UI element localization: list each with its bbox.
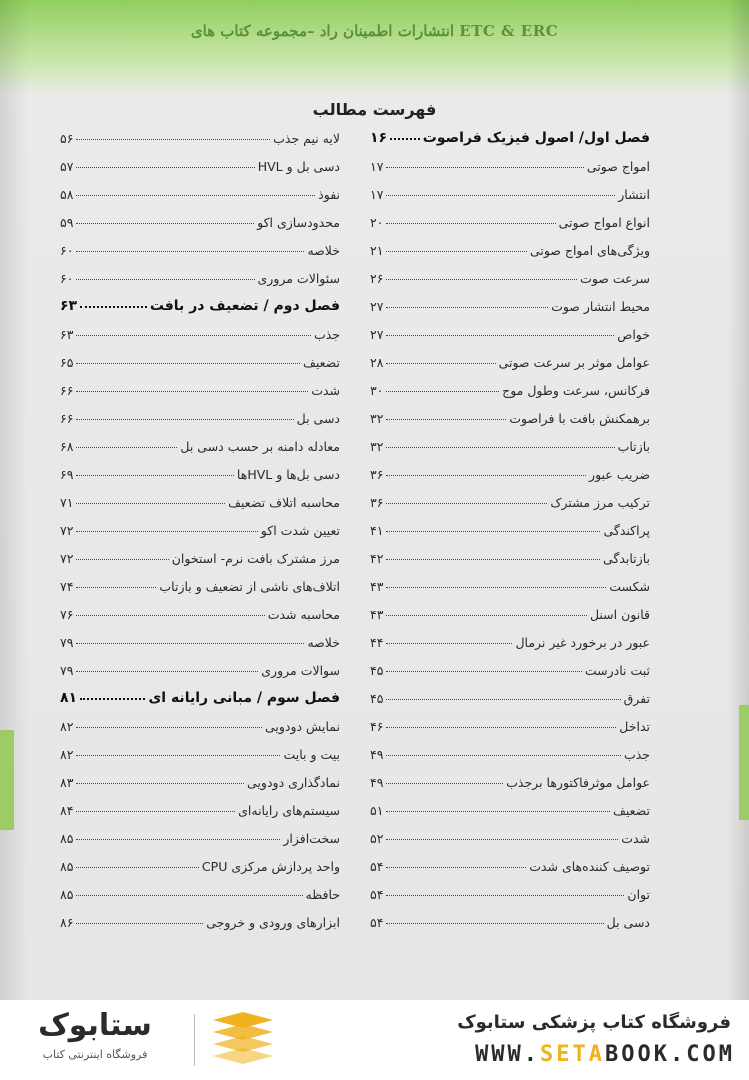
toc-entry — [370, 790, 650, 818]
dot-leader — [386, 587, 606, 588]
dot-leader — [386, 419, 506, 420]
dot-leader — [386, 447, 614, 448]
toc-entry-title: محاسبه اتلاف تضعیف — [228, 495, 340, 510]
toc-entry-page: ۲۱ — [370, 243, 384, 258]
toc-entry — [60, 314, 340, 342]
toc-entry-title: تضعیف — [612, 803, 650, 818]
toc-entry-page: ۶۵ — [60, 355, 74, 370]
toc-entry-page: ۴۱ — [370, 523, 384, 538]
toc-entry-title: نمادگذاری دودویی — [247, 775, 340, 790]
toc-entry — [370, 622, 650, 650]
toc-entry-page: ۵۶ — [60, 131, 74, 146]
toc-entry — [370, 202, 650, 230]
toc-entry-title: بازتابدگی — [602, 551, 650, 566]
dot-leader — [386, 195, 615, 196]
toc-entry-page: ۶۹ — [60, 467, 74, 482]
dot-leader — [386, 671, 581, 672]
toc-entry-title: محیط انتشار صوت — [551, 299, 650, 314]
toc-entry — [60, 790, 340, 818]
toc-entry-title: توصیف کننده‌های شدت — [529, 859, 650, 874]
toc-entry — [370, 706, 650, 734]
toc-entry — [60, 454, 340, 482]
toc-entry — [370, 874, 650, 902]
dot-leader — [76, 811, 235, 812]
toc-entry — [370, 734, 650, 762]
toc-entry-page: ۵۱ — [370, 803, 384, 818]
toc-entry-page: ۶۸ — [60, 439, 74, 454]
toc-entry — [370, 678, 650, 706]
toc-entry-title: ابزارهای ورودی و خروجی — [206, 915, 340, 930]
toc-entry-title: محاسبه شدت — [267, 607, 340, 622]
toc-entry-title: انواع امواج صوتی — [558, 215, 650, 230]
toc-entry-title: واحد پردازش مرکزی CPU — [201, 859, 340, 874]
toc-entry-title: عبور در برخورد غیر نرمال — [515, 635, 650, 650]
store-url-accent: SETA — [540, 1042, 606, 1067]
store-name: فروشگاه کتاب پزشکی ستابوک — [457, 1012, 731, 1033]
toc-entry — [370, 762, 650, 790]
dot-leader — [76, 895, 302, 896]
dot-leader — [76, 839, 280, 840]
toc-entry — [60, 146, 340, 174]
toc-entry-page: ۵۲ — [370, 831, 384, 846]
toc-entry-title: سیستم‌های رایانه‌ای — [238, 803, 340, 818]
toc-entry — [370, 902, 650, 930]
toc-chapter-entry — [60, 678, 340, 706]
dot-leader — [386, 699, 620, 700]
dot-leader — [386, 503, 547, 504]
toc-entry-title: مرز مشترک بافت نرم- استخوان — [171, 551, 340, 566]
toc-entry-title: عوامل موثر بر سرعت صوتی — [498, 355, 650, 370]
dot-leader — [76, 335, 311, 336]
dot-leader — [386, 923, 603, 924]
toc-entry-page: ۲۰ — [370, 215, 384, 230]
toc-entry-page: ۲۶ — [370, 271, 384, 286]
toc-entry-page: ۵۹ — [60, 215, 74, 230]
store-footer — [0, 1000, 749, 1080]
toc-entry — [370, 538, 650, 566]
dot-leader — [76, 671, 258, 672]
toc-entry-page: ۴۵ — [370, 691, 384, 706]
toc-entry-page: ۸۳ — [60, 775, 74, 790]
dot-leader — [76, 755, 280, 756]
toc-entry-title: نفوذ — [318, 187, 340, 202]
toc-entry — [370, 342, 650, 370]
toc-entry-page: ۶۳ — [60, 327, 74, 342]
toc-entry-title: سخت‌افزار — [283, 831, 340, 846]
toc-entry — [370, 650, 650, 678]
dot-leader — [80, 698, 145, 700]
toc-entry-title: ویژگی‌های امواج صوتی — [529, 243, 650, 258]
toc-entry-page: ۷۴ — [60, 579, 74, 594]
toc-entry — [370, 230, 650, 258]
toc-entry — [370, 370, 650, 398]
dot-leader — [76, 531, 257, 532]
toc-entry-title: ثبت نادرست — [584, 663, 650, 678]
toc-entry-page: ۵۴ — [370, 887, 384, 902]
toc-entry-title: برهمکنش بافت با فراصوت — [509, 411, 650, 426]
toc-entry-title: تداخل — [619, 719, 650, 734]
toc-entry-page: ۸۴ — [60, 803, 74, 818]
dot-leader — [386, 167, 583, 168]
toc-entry-title: شدت — [311, 383, 340, 398]
toc-entry-page: ۱۷ — [370, 159, 384, 174]
toc-entry-page: ۲۸ — [370, 355, 384, 370]
toc-entry — [60, 818, 340, 846]
toc-entry — [60, 902, 340, 930]
toc-entry-page: ۸۱ — [60, 690, 78, 706]
dot-leader — [76, 587, 156, 588]
dot-leader — [76, 251, 304, 252]
toc-entry — [60, 118, 340, 146]
store-logo-subtitle: فروشگاه اینترنتی کتاب — [42, 1048, 148, 1061]
toc-entry-title: فصل سوم / مبانی رایانه ای — [148, 690, 340, 706]
toc-title: فهرست مطالب — [312, 100, 437, 119]
toc-entry-page: ۲۷ — [370, 299, 384, 314]
toc-left-column — [60, 118, 340, 930]
toc-entry — [370, 846, 650, 874]
toc-entry-page: ۷۹ — [60, 635, 74, 650]
toc-entry — [370, 174, 650, 202]
toc-entry-page: ۴۴ — [370, 635, 384, 650]
dot-leader — [76, 923, 203, 924]
toc-entry-page: ۴۹ — [370, 775, 384, 790]
toc-entry — [370, 146, 650, 174]
toc-entry-page: ۴۳ — [370, 579, 384, 594]
toc-entry-page: ۳۶ — [370, 495, 384, 510]
store-url-suffix: BOOK.COM — [605, 1042, 735, 1067]
page-edge-shadow — [727, 0, 749, 1000]
toc-entry-page: ۵۷ — [60, 159, 74, 174]
toc-entry-page: ۸۲ — [60, 719, 74, 734]
toc-entry-page: ۴۳ — [370, 607, 384, 622]
dot-leader — [390, 138, 420, 140]
dot-leader — [76, 503, 225, 504]
toc-entry — [60, 230, 340, 258]
dot-leader — [76, 615, 264, 616]
toc-entry — [60, 734, 340, 762]
toc-entry — [370, 258, 650, 286]
toc-entry-title: فصل دوم / تضعیف در بافت — [149, 298, 340, 314]
toc-entry-title: امواج صوتی — [586, 159, 650, 174]
toc-entry — [60, 174, 340, 202]
toc-entry — [60, 622, 340, 650]
toc-entry-title: قانون اسنل — [589, 607, 650, 622]
dot-leader — [76, 391, 308, 392]
page-gutter-shadow — [0, 0, 28, 1000]
toc-entry — [370, 482, 650, 510]
dot-leader — [386, 783, 503, 784]
toc-entry-title: سئوالات مروری — [257, 271, 340, 286]
toc-entry-title: فرکانس، سرعت وطول موج — [502, 383, 650, 398]
toc-entry-title: خلاصه — [307, 635, 340, 650]
toc-entry-title: تفرق — [623, 691, 650, 706]
dot-leader — [76, 363, 300, 364]
toc-entry — [60, 398, 340, 426]
toc-entry — [370, 286, 650, 314]
dot-leader — [386, 279, 577, 280]
toc-entry-page: ۴۶ — [370, 719, 384, 734]
toc-entry — [60, 202, 340, 230]
toc-entry — [370, 314, 650, 342]
toc-entry — [60, 566, 340, 594]
toc-entry-page: ۸۵ — [60, 887, 74, 902]
dot-leader — [386, 643, 512, 644]
toc-entry-title: توان — [627, 887, 650, 902]
toc-entry — [370, 426, 650, 454]
toc-entry-page: ۵۴ — [370, 859, 384, 874]
dot-leader — [386, 559, 600, 560]
toc-entry-page: ۳۲ — [370, 439, 384, 454]
toc-chapter-entry — [370, 118, 650, 146]
toc-entry-title: ترکیب مرز مشترک — [550, 495, 650, 510]
dot-leader — [76, 727, 262, 728]
toc-entry-title: جذب — [313, 327, 340, 342]
dot-leader — [386, 895, 624, 896]
dot-leader — [76, 167, 254, 168]
toc-entry — [60, 650, 340, 678]
toc-entry-page: ۱۶ — [370, 130, 388, 146]
dot-leader — [76, 559, 168, 560]
toc-entry-page: ۴۲ — [370, 551, 384, 566]
book-stack-icon — [208, 1012, 278, 1068]
toc-entry — [60, 342, 340, 370]
dot-leader — [80, 306, 147, 308]
toc-entry-page: ۶۰ — [60, 243, 74, 258]
toc-entry-page: ۳۰ — [370, 383, 384, 398]
toc-entry-title: دسی بل و HVL — [257, 159, 340, 174]
dot-leader — [386, 839, 618, 840]
publisher-header: انتشارات اطمینان راد –مجموعه کتاب های ETC & ERC — [190, 22, 559, 40]
toc-entry-title: دسی بل‌ها و HVLها — [236, 467, 340, 482]
dot-leader — [386, 811, 610, 812]
dot-leader — [386, 363, 495, 364]
dot-leader — [386, 307, 548, 308]
toc-entry-page: ۴۵ — [370, 663, 384, 678]
dot-leader — [386, 615, 587, 616]
toc-entry-page: ۸۲ — [60, 747, 74, 762]
toc-entry-title: اتلاف‌های ناشی از تضعیف و بازتاب — [159, 579, 340, 594]
dot-leader — [76, 867, 198, 868]
toc-entry-title: شدت — [621, 831, 650, 846]
toc-entry-page: ۷۲ — [60, 523, 74, 538]
toc-entry — [60, 426, 340, 454]
toc-entry — [60, 874, 340, 902]
toc-entry-title: سوالات مروری — [261, 663, 340, 678]
dot-leader — [386, 727, 616, 728]
store-logo-text: ستابوک — [38, 1008, 152, 1043]
dot-leader — [76, 643, 304, 644]
dot-leader — [386, 475, 586, 476]
toc-entry-title: نمایش دودویی — [264, 719, 340, 734]
dot-leader — [76, 195, 315, 196]
toc-entry-page: ۷۱ — [60, 495, 74, 510]
toc-entry-page: ۸۶ — [60, 915, 74, 930]
dot-leader — [76, 419, 293, 420]
toc-entry — [60, 846, 340, 874]
toc-entry-page: ۸۵ — [60, 831, 74, 846]
toc-entry-page: ۶۰ — [60, 271, 74, 286]
toc-entry-page: ۲۷ — [370, 327, 384, 342]
toc-entry — [370, 818, 650, 846]
toc-entry-title: پراکندگی — [603, 523, 650, 538]
toc-entry-page: ۳۶ — [370, 467, 384, 482]
toc-entry-title: ضریب عبور — [589, 467, 650, 482]
store-url-prefix: WWW. — [475, 1042, 541, 1067]
toc-entry — [60, 258, 340, 286]
toc-entry-page: ۶۶ — [60, 383, 74, 398]
toc-entry-title: لایه نیم جذب — [273, 131, 340, 146]
toc-entry-title: دسی بل — [606, 915, 650, 930]
toc-entry — [60, 594, 340, 622]
toc-entry-title: فصل اول/ اصول فیزیک فراصوت — [422, 130, 650, 146]
toc-chapter-entry — [60, 286, 340, 314]
toc-entry-page: ۱۷ — [370, 187, 384, 202]
store-url[interactable] — [475, 1042, 735, 1067]
dot-leader — [386, 391, 499, 392]
toc-entry-page: ۷۲ — [60, 551, 74, 566]
dot-leader — [386, 755, 621, 756]
toc-entry-page: ۷۹ — [60, 663, 74, 678]
page-edge-tab-left — [0, 730, 14, 830]
toc-entry-title: تضعیف — [302, 355, 340, 370]
toc-entry — [60, 510, 340, 538]
dot-leader — [76, 447, 177, 448]
toc-entry — [60, 762, 340, 790]
toc-entry-title: عوامل موثرفاکتورها برجذب — [506, 775, 650, 790]
toc-entry-page: ۶۳ — [60, 298, 78, 314]
toc-entry-title: حافظه — [305, 887, 340, 902]
toc-entry — [370, 454, 650, 482]
toc-entry — [60, 370, 340, 398]
toc-entry-title: سرعت صوت — [580, 271, 650, 286]
dot-leader — [76, 279, 254, 280]
toc-entry — [370, 398, 650, 426]
toc-entry-title: جذب — [623, 747, 650, 762]
toc-entry-page: ۳۲ — [370, 411, 384, 426]
toc-entry-title: معادله دامنه بر حسب دسی بل — [180, 439, 340, 454]
dot-leader — [76, 223, 254, 224]
toc-entry-title: شکست — [609, 579, 650, 594]
toc-entry-title: بازتاب — [617, 439, 650, 454]
dot-leader — [386, 867, 526, 868]
dot-leader — [386, 335, 614, 336]
toc-entry-title: محدودسازی اکو — [257, 215, 340, 230]
dot-leader — [76, 783, 244, 784]
toc-entry — [60, 706, 340, 734]
toc-entry-title: دسی بل — [296, 411, 340, 426]
toc-entry-title: بیت و بایت — [283, 747, 340, 762]
dot-leader — [76, 139, 270, 140]
toc-entry-page: ۸۵ — [60, 859, 74, 874]
toc-entry-title: تعیین شدت اکو — [260, 523, 340, 538]
toc-entry — [370, 566, 650, 594]
toc-entry-page: ۵۴ — [370, 915, 384, 930]
toc-entry — [370, 594, 650, 622]
toc-entry-title: خلاصه — [307, 243, 340, 258]
dot-leader — [76, 475, 233, 476]
toc-entry-page: ۷۶ — [60, 607, 74, 622]
dot-leader — [386, 251, 527, 252]
page-edge-tab-right — [739, 705, 749, 820]
toc-entry-page: ۵۸ — [60, 187, 74, 202]
dot-leader — [386, 223, 555, 224]
toc-entry-page: ۶۶ — [60, 411, 74, 426]
toc-entry-title: خواص — [617, 327, 650, 342]
toc-entry — [60, 538, 340, 566]
toc-entry-title: انتشار — [618, 187, 650, 202]
dot-leader — [386, 531, 600, 532]
toc-right-column — [370, 118, 650, 930]
toc-entry — [370, 510, 650, 538]
logo-divider — [194, 1014, 195, 1066]
toc-entry-page: ۴۹ — [370, 747, 384, 762]
toc-entry — [60, 482, 340, 510]
